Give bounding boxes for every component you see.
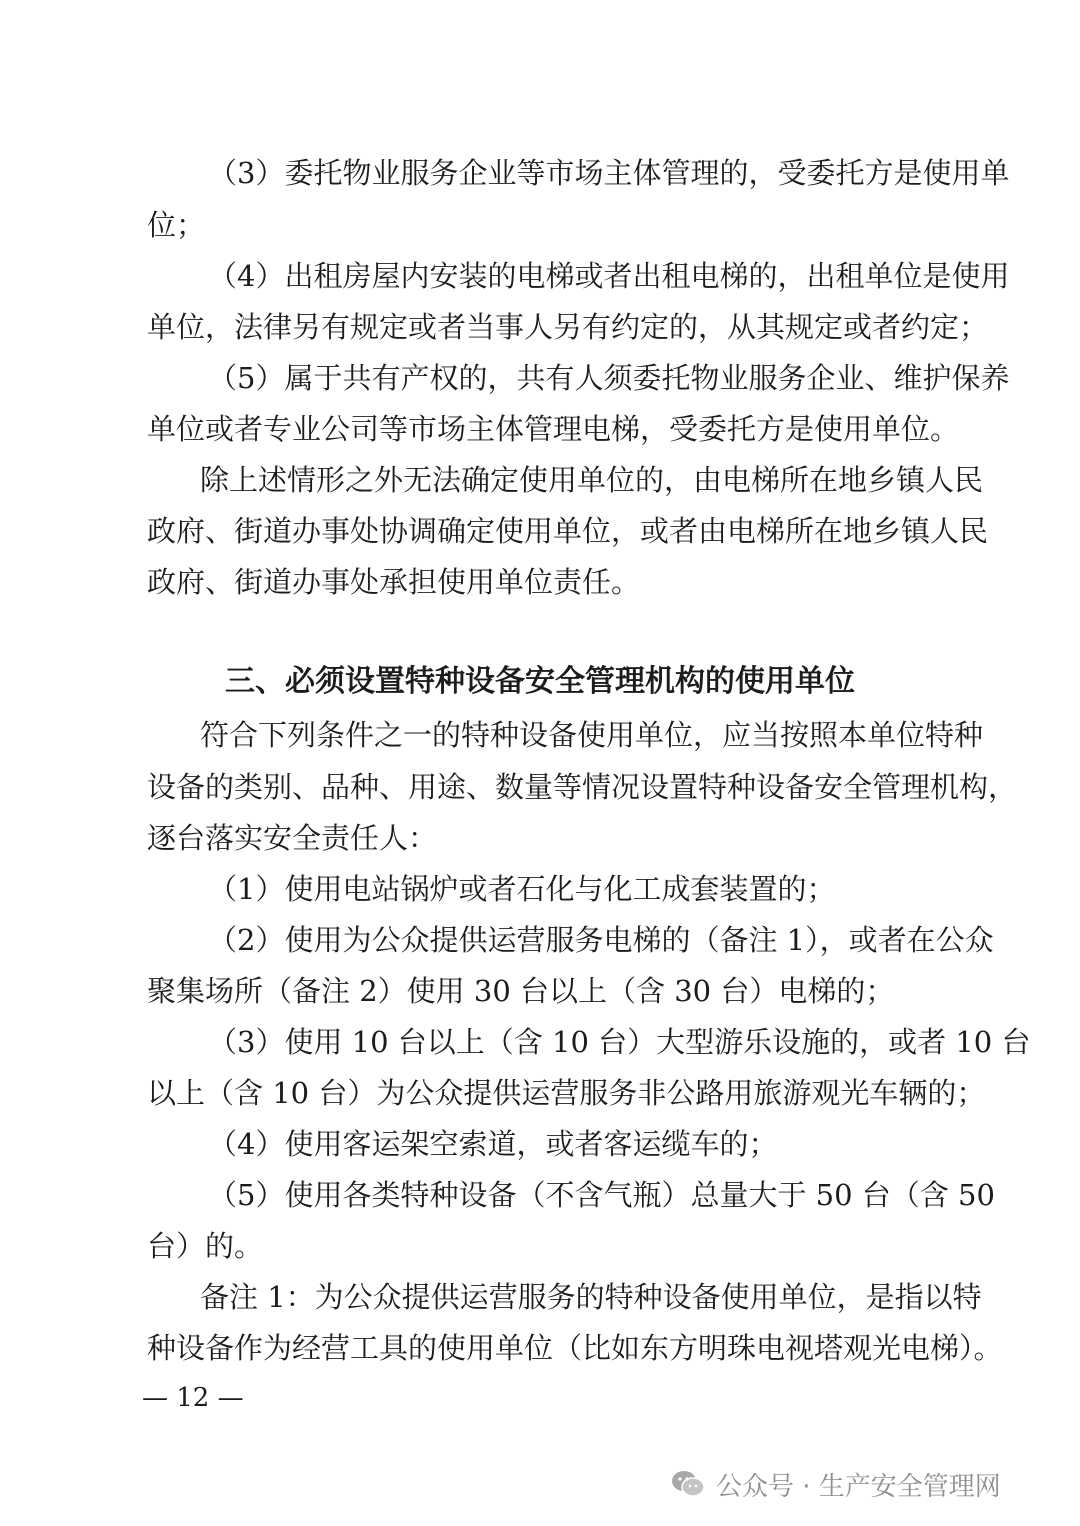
paragraph-line: （3）委托物业服务企业等市场主体管理的，受委托方是使用单 <box>208 156 1010 190</box>
paragraph-line: 位； <box>147 208 206 242</box>
paragraph-line: 聚集场所（备注 2）使用 30 台以上（含 30 台）电梯的； <box>147 974 895 1008</box>
paragraph-line: 以上（含 10 台）为公众提供运营服务非公路用旅游观光车辆的； <box>147 1076 986 1110</box>
paragraph-line: （5）属于共有产权的，共有人须委托物业服务企业、维护保养 <box>208 361 1010 395</box>
paragraph-line: 政府、街道办事处协调确定使用单位，或者由电梯所在地乡镇人民 <box>147 514 989 548</box>
paragraph-line: 除上述情形之外无法确定使用单位的，由电梯所在地乡镇人民 <box>200 463 984 497</box>
paragraph-line: （1）使用电站锅炉或者石化与化工成套装置的； <box>208 872 836 906</box>
paragraph-line: （2）使用为公众提供运营服务电梯的（备注 1），或者在公众 <box>208 923 994 957</box>
paragraph-line: （4）使用客运架空索道，或者客运缆车的； <box>208 1127 778 1161</box>
paragraph-line: （5）使用各类特种设备（不含气瓶）总量大于 50 台（含 50 <box>208 1178 995 1212</box>
paragraph-line: 政府、街道办事处承担使用单位责任。 <box>147 565 641 599</box>
watermark <box>670 1462 1001 1506</box>
paragraph-line: （4）出租房屋内安装的电梯或者出租电梯的，出租单位是使用 <box>208 259 1010 293</box>
paragraph-line: 符合下列条件之一的特种设备使用单位，应当按照本单位特种 <box>200 718 984 752</box>
watermark-text: 公众号 · 生产安全管理网 <box>716 1471 1001 1502</box>
section-heading: 三、必须设置特种设备安全管理机构的使用单位 <box>225 664 855 699</box>
paragraph-line: 单位或者专业公司等市场主体管理电梯，受委托方是使用单位。 <box>147 412 960 446</box>
paragraph-line: 逐台落实安全责任人： <box>147 821 438 855</box>
page-number: — 12 — <box>142 1383 244 1413</box>
paragraph-line: 台）的。 <box>147 1229 264 1263</box>
paragraph-line: （3）使用 10 台以上（含 10 台）大型游乐设施的，或者 10 台 <box>208 1025 1031 1059</box>
paragraph-line: 单位，法律另有规定或者当事人另有约定的，从其规定或者约定； <box>147 310 989 344</box>
paragraph-line: 种设备作为经营工具的使用单位（比如东方明珠电视塔观光电梯）。 <box>147 1331 1003 1365</box>
wechat-icon <box>670 1469 706 1499</box>
paragraph-line: 备注 1：为公众提供运营服务的特种设备使用单位，是指以特 <box>200 1280 982 1314</box>
paragraph-line: 设备的类别、品种、用途、数量等情况设置特种设备安全管理机构， <box>147 770 1018 804</box>
